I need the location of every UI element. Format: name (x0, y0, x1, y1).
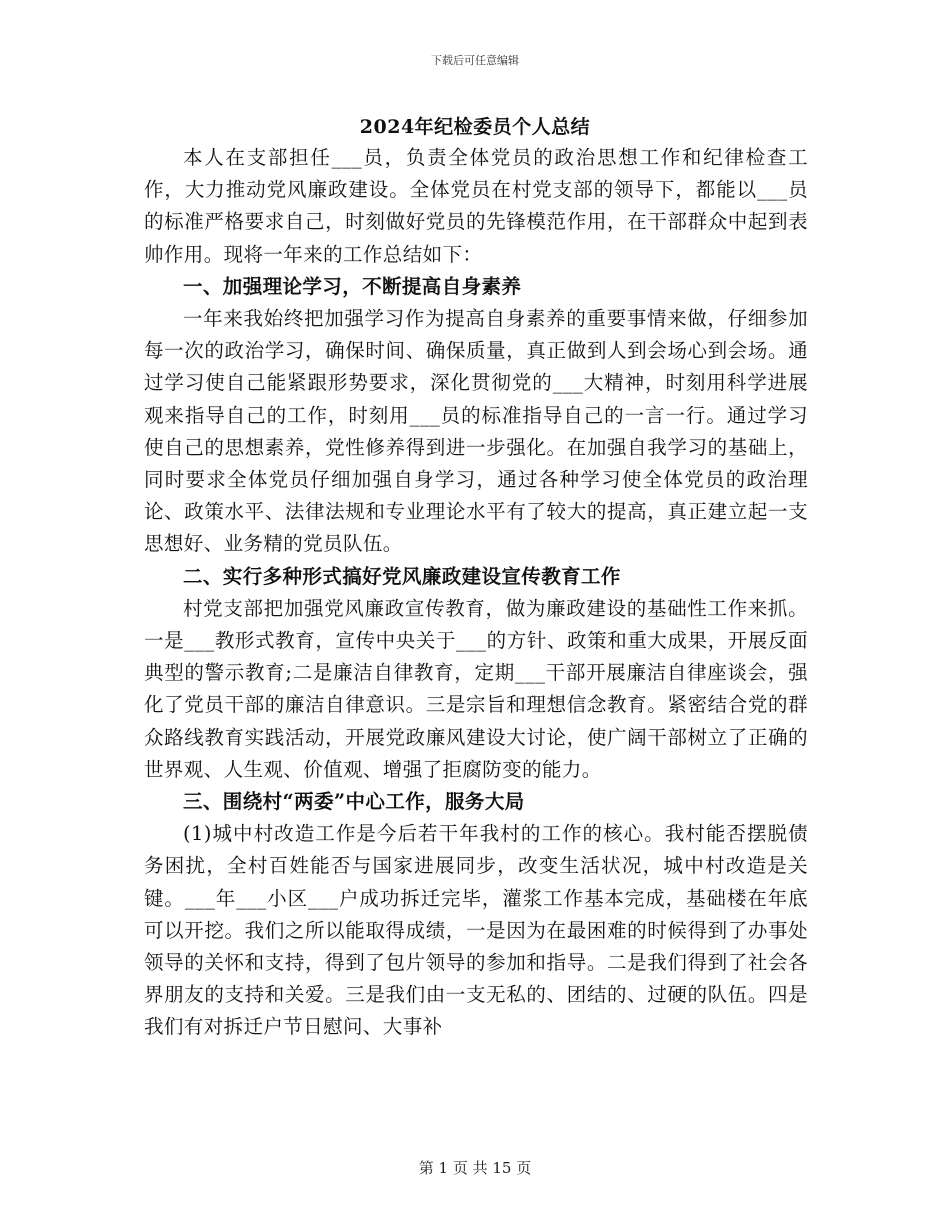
intro-paragraph: 本人在支部担任___员，负责全体党员的政治思想工作和纪律检查工作，大力推动党风廉政建设。全体党员在村党支部的领导下，都能以___员的标准严格要求自己，时刻做好党员的先锋模范作用，在干部群众中起到表帅作用。现将一年来的工作总结如下： (144, 146, 808, 266)
section-1-paragraph: 一年来我始终把加强学习作为提高自身素养的重要事情来做，仔细参加每一次的政治学习，确保时间、确保质量，真正做到人到会场心到会场。通过学习使自己能紧跟形势要求，深化贯彻党的___大精神，时刻用科学进展观来指导自己的工作，时刻用___员的标准指导自己的一言一行。通过学习使自己的思想素养，党性修养得到进一步强化。在加强自我学习的基础上，同时要求全体党员仔细加强自身学习，通过各种学习使全体党员的政治理论、政策水平、法律法规和专业理论水平有了较大的提高，真正建立起一支思想好、业务精的党员队伍。 (144, 307, 808, 556)
header-note: 下载后可任意编辑 (431, 54, 519, 67)
section-2-paragraph: 村党支部把加强党风廉政宣传教育，做为廉政建设的基础性工作来抓。一是___教形式教育，宣传中央关于___的方针、政策和重大成果，开展反面典型的警示教育;二是廉洁自律教育，定期___干部开展廉洁自律座谈会，强化了党员干部的廉洁自律意识。三是宗旨和理想信念教育。紧密结合党的群众路线教育实践活动，开展党政廉风建设大讨论，使广阔干部树立了正确的世界观、人生观、价值观、增强了拒腐防变的能力。 (144, 596, 808, 781)
page-number: 第 1 页 共 15 页 (418, 1159, 532, 1177)
section-heading-2: 二、实行多种形式搞好党风廉政建设宣传教育工作 (183, 564, 621, 588)
document-body (144, 142, 808, 1044)
section-heading-1: 一、加强理论学习，不断提高自身素养 (183, 274, 522, 298)
document-title: 2024年纪检委员个人总结 (359, 116, 591, 138)
section-heading-3: 三、围绕村“两委”中心工作，服务大局 (183, 790, 525, 814)
section-3-paragraph: (1)城中村改造工作是今后若干年我村的工作的核心。我村能否摆脱债务困扰，全村百姓能否与国家进展同步，改变生活状况，城中村改造是关键。___年___小区___户成功拆迁完毕，灌浆工作基本完成，基础楼在年底可以开挖。我们之所以能取得成绩，一是因为在最困难的时候得到了办事处领导的关怀和支持，得到了包片领导的参加和指导。二是我们得到了社会各界朋友的支持和关爱。三是我们由一支无私的、团结的、过硬的队伍。四是我们有对拆迁户节日慰问、大事补 (144, 822, 808, 1039)
